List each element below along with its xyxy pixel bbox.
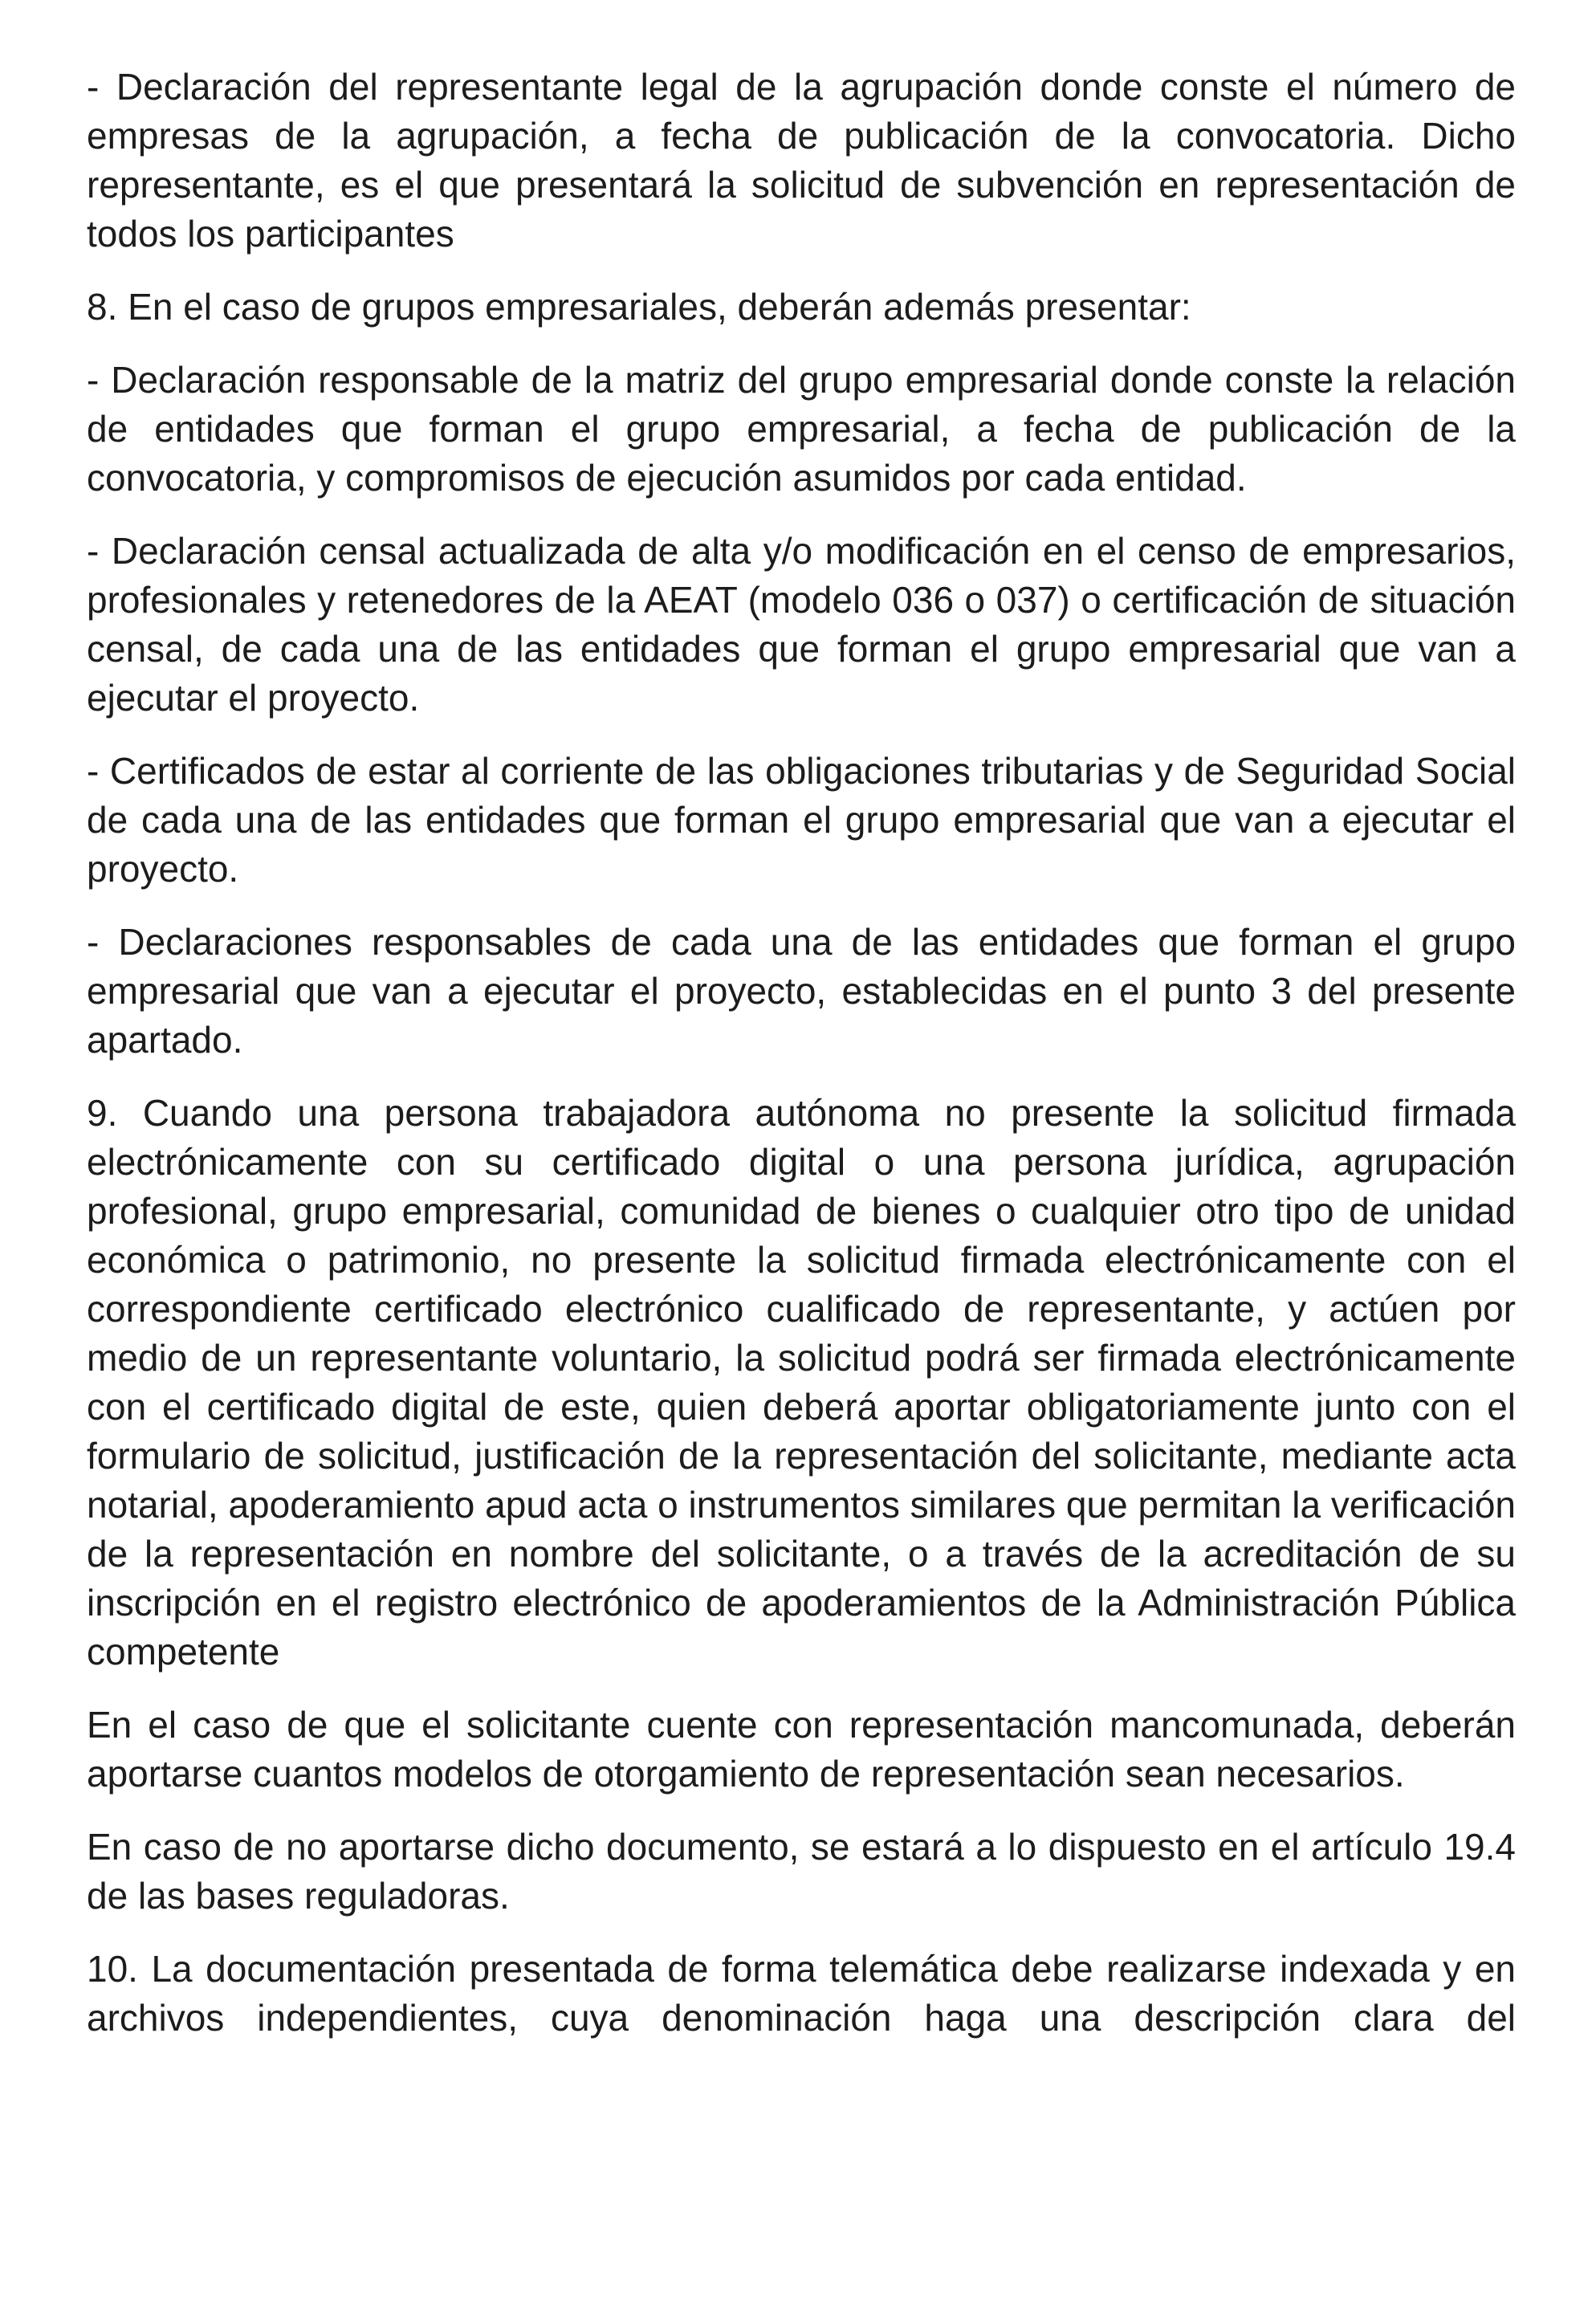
paragraph-representacion-mancomunada: En el caso de que el solicitante cuente con representación mancomunada, deberán aportarse cuantos modelos de otorgamiento de representación sean necesarios. (87, 1704, 1516, 1795)
paragraph-declaracion-matriz: - Declaración responsable de la matriz del grupo empresarial donde conste la relación de entidades que forman el grupo empresarial, a fecha de publicación de la convocatoria, y compromisos de ejecución asumidos por cada entidad. (87, 359, 1516, 499)
paragraph-declaraciones-responsables: - Declaraciones responsables de cada una de las entidades que forman el grupo empresarial que van a ejecutar el proyecto, establecidas en el punto 3 del presente apartado. (87, 921, 1516, 1061)
document-page (87, 63, 1516, 2067)
paragraph-declaracion-censal: - Declaración censal actualizada de alta y/o modificación en el censo de empresarios, profesionales y retenedores de la AEAT (modelo 036 o 037) o certificación de situación censal, de cada una de las entidades que forman el grupo empresarial que van a ejecutar el proyecto. (87, 530, 1516, 719)
paragraph-no-aportarse-documento: En caso de no aportarse dicho documento, se estará a lo dispuesto en el artículo 19.4 de las bases reguladoras. (87, 1826, 1516, 1917)
paragraph-item-10-documentacion: 10. La documentación presentada de forma telemática debe realizarse indexada y en archivos independientes, cuya denominación haga una descripción clara del (87, 1948, 1516, 2039)
paragraph-item-8-heading: 8. En el caso de grupos empresariales, deberán además presentar: (87, 286, 1191, 328)
paragraph-certificados-obligaciones: - Certificados de estar al corriente de las obligaciones tributarias y de Seguridad Social de cada una de las entidades que forman el grupo empresarial que van a ejecutar el proyecto. (87, 750, 1516, 890)
paragraph-agrupacion-declaracion: - Declaración del representante legal de la agrupación donde conste el número de empresas de la agrupación, a fecha de publicación de la convocatoria. Dicho representante, es el que presentará la solicitud de subvención en representación de todos los participantes (87, 66, 1516, 255)
paragraph-item-9-representante: 9. Cuando una persona trabajadora autónoma no presente la solicitud firmada electrónicamente con su certificado digital o una persona jurídica, agrupación profesional, grupo empresarial, comunidad de bienes o cualquier otro tipo de unidad económica o patrimonio, no presente la solicitud firmada electrónicamente con el correspondiente certificado electrónico cualificado de representante, y actúen por medio de un representante voluntario, la solicitud podrá ser firmada electrónicamente con el certificado digital de este, quien deberá aportar obligatoriamente junto con el formulario de solicitud, justificación de la representación del solicitante, mediante acta notarial, apoderamiento apud acta o instrumentos similares que permitan la verificación de la representación en nombre del solicitante, o a través de la acreditación de su inscripción en el registro electrónico de apoderamientos de la Administración Pública competente (87, 1092, 1516, 1672)
